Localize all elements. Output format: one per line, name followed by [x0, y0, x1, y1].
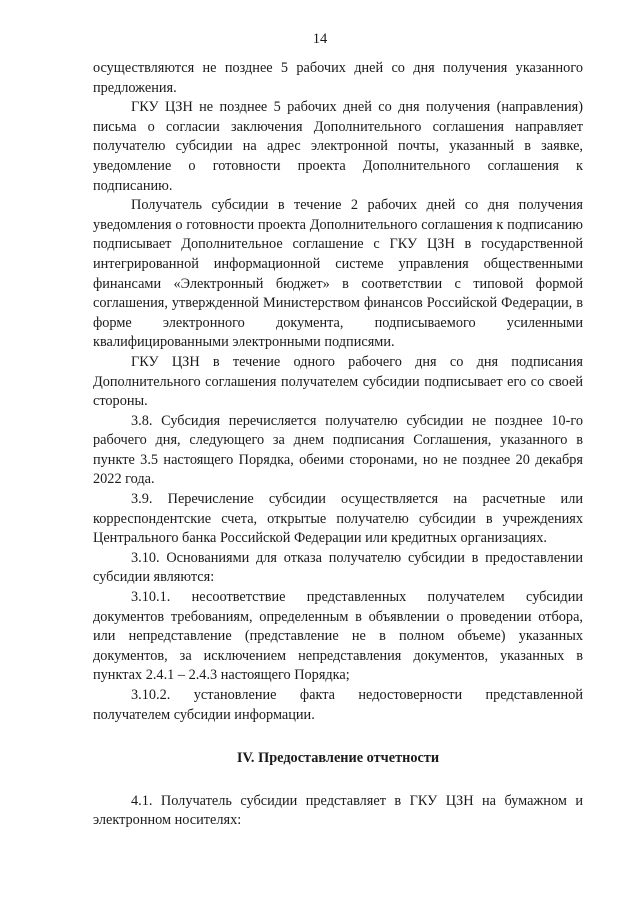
paragraph-3-10-2: 3.10.2. установление факта недостоверности представленной получателем субсидии информации.: [93, 687, 583, 723]
paragraph-3-9: 3.9. Перечисление субсидии осуществляется на расчетные или корреспондентские счета, открытые получателю субсидии в учреждениях Центрального банка Российской Федерации или кредитных организациях.: [93, 491, 583, 547]
paragraph-3-10-1: 3.10.1. несоответствие представленных получателем субсидии документов требованиям, определенным в объявлении о проведении отбора, или непредставление (представление не в полном объеме) указанных документов, за исключением непредставления документов, указанных в пунктах 2.4.1 – 2.4.3 настоящего Порядка;: [93, 589, 583, 684]
paragraph-gku-notice: ГКУ ЦЗН не позднее 5 рабочих дней со дня получения (направления) письма о согласии заключения Дополнительного соглашения направляет получателю субсидии на адрес электронной почты, указанный в заявке, уведомление о готовности проекта Дополнительного соглашения к подписанию.: [93, 99, 583, 194]
paragraph-3-10: 3.10. Основаниями для отказа получателю субсидии в предоставлении субсидии являются:: [93, 549, 583, 586]
document-body: [93, 59, 583, 831]
paragraph-continuation: осуществляются не позднее 5 рабочих дней со дня получения указанного предложения.: [93, 60, 583, 96]
paragraph-gku-signs: ГКУ ЦЗН в течение одного рабочего дня со дня подписания Дополнительного соглашения получателем субсидии подписывает его со своей стороны.: [93, 353, 583, 410]
paragraph-4-1: 4.1. Получатель субсидии представляет в ГКУ ЦЗН на бумажном и электронном носителях:: [93, 792, 583, 829]
paragraph-3-8: 3.8. Субсидия перечисляется получателю субсидии не позднее 10-го рабочего дня, следующего за днем подписания Соглашения, указанного в пункте 3.5 настоящего Порядка, обеими сторонами, но не позднее 20 декабря 2022 года.: [93, 412, 583, 488]
paragraph-recipient-signs: Получатель субсидии в течение 2 рабочих дней со дня получения уведомления о готовности проекта Дополнительного соглашения к подписанию подписывает Дополнительное соглашение с ГКУ ЦЗН в государственной интегрированной информационной системе управления общественными финансами «Электронный бюджет» в соответствии с типовой формой соглашения, утвержденной Министерством финансов Российской Федерации, в форме электронного документа, подписываемого усиленными квалифицированными электронными подписями.: [93, 197, 583, 351]
section-heading: IV. Предоставление отчетности: [236, 750, 440, 767]
page-number: 14: [312, 31, 328, 47]
